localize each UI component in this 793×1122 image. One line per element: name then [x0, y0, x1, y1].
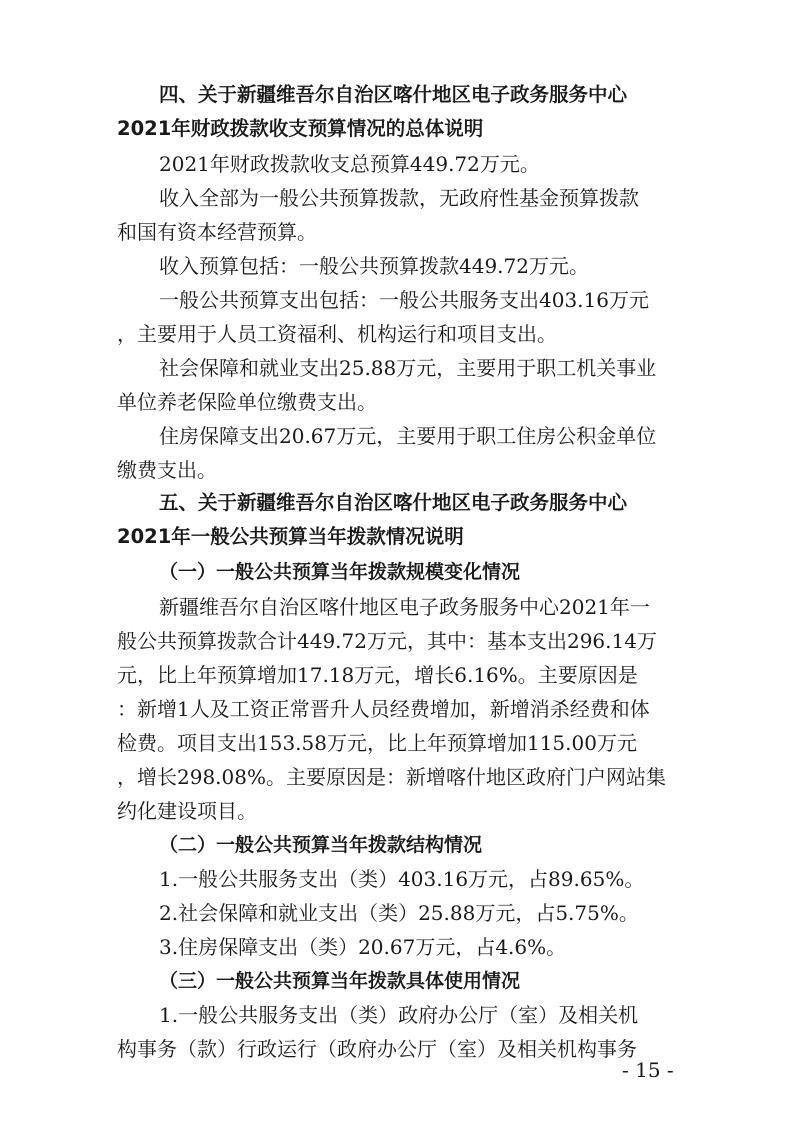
paragraph-social-line1: 社会保障和就业支出25.88万元，主要用于职工机关事业 [159, 356, 657, 380]
sub2-line: 1.一般公共服务支出（类）403.16万元，占89.65%。 [159, 867, 645, 891]
section5-heading-line2: 2021年一般公共预算当年拨款情况说明 [117, 525, 464, 548]
sub1-line: 般公共预算拨款合计449.72万元，其中：基本支出296.14万 [117, 629, 657, 653]
section4-heading-line1: 四、关于新疆维吾尔自治区喀什地区电子政务服务中心 [159, 83, 628, 106]
section5-heading-line1: 五、关于新疆维吾尔自治区喀什地区电子政务服务中心 [159, 491, 628, 514]
paragraph-income-budget: 收入预算包括：一般公共预算拨款449.72万元。 [159, 254, 589, 278]
sub1-line: 约化建设项目。 [117, 799, 257, 823]
paragraph-income-line1: 收入全部为一般公共预算拨款，无政府性基金预算拨款 [159, 186, 639, 210]
sub1-line: 新疆维吾尔自治区喀什地区电子政务服务中心2021年一 [159, 595, 650, 619]
sub1-line: 检费。项目支出153.58万元，比上年预算增加115.00万元 [117, 731, 637, 755]
paragraph-expense-line1: 一般公共预算支出包括：一般公共服务支出403.16万元 [159, 288, 649, 312]
sub3-line: 1.一般公共服务支出（类）政府办公厅（室）及相关机 [159, 1003, 639, 1027]
paragraph-expense-line2: ，主要用于人员工资福利、机构运行和项目支出。 [117, 322, 557, 346]
paragraph-income-line2: 和国有资本经营预算。 [117, 220, 317, 244]
paragraph-social-line2: 单位养老保险单位缴费支出。 [117, 390, 377, 414]
sub1-line: ：新增1人及工资正常晋升人员经费增加，新增消杀经费和体 [117, 697, 650, 721]
paragraph-housing-line2: 缴费支出。 [117, 458, 217, 482]
sub2-title: （二）一般公共预算当年拨款结构情况 [159, 834, 483, 856]
sub1-title: （一）一般公共预算当年拨款规模变化情况 [159, 561, 521, 583]
paragraph-total-budget: 2021年财政拨款收支总预算449.72万元。 [159, 152, 540, 176]
sub1-line: ，增长298.08%。主要原因是：新增喀什地区政府门户网站集 [117, 765, 666, 789]
page-number: - 15 - [622, 1058, 674, 1082]
sub3-title: （三）一般公共预算当年拨款具体使用情况 [159, 970, 521, 992]
sub2-line: 3.住房保障支出（类）20.67万元，占4.6%。 [159, 935, 567, 959]
section4-heading-line2: 2021年财政拨款收支预算情况的总体说明 [117, 117, 484, 140]
sub2-line: 2.社会保障和就业支出（类）25.88万元，占5.75%。 [159, 901, 639, 925]
sub1-line: 元，比上年预算增加17.18万元，增长6.16%。主要原因是 [117, 663, 638, 687]
paragraph-housing-line1: 住房保障支出20.67万元，主要用于职工住房公积金单位 [159, 424, 657, 448]
sub3-line: 构事务（款）行政运行（政府办公厅（室）及相关机构事务 [117, 1037, 637, 1061]
